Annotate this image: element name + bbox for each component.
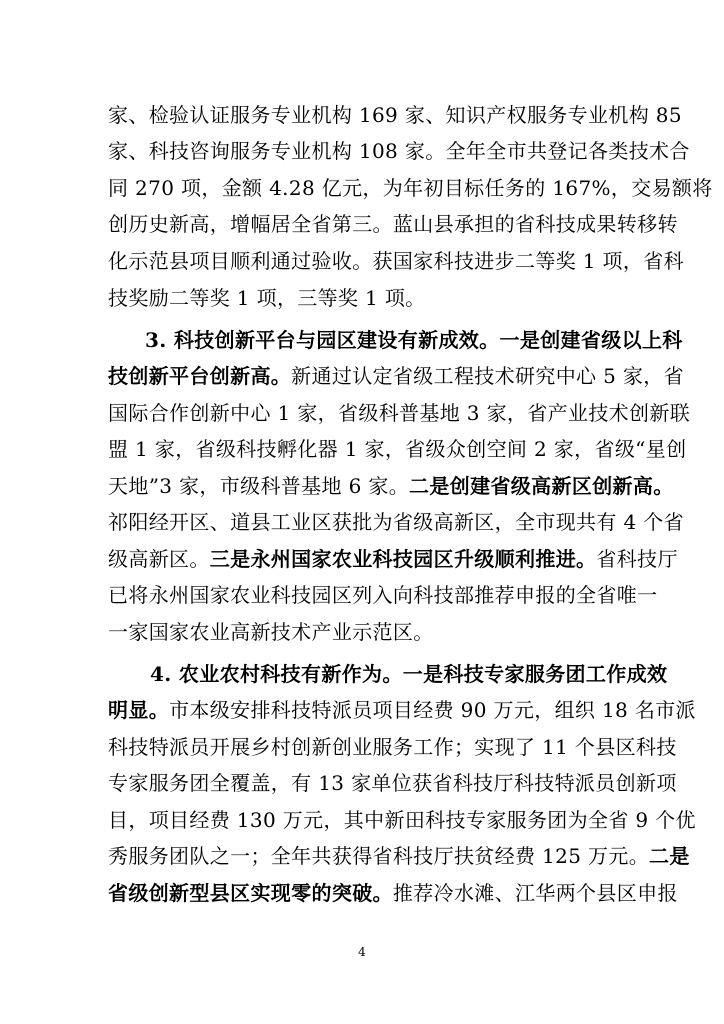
body-line-14 [108, 578, 658, 612]
text-run: 天地”3 家，市级科普基地 6 家。 [108, 474, 410, 498]
body-line-18 [108, 730, 677, 764]
text-run: 一家国家农业高新技术产业示范区。 [108, 620, 434, 644]
bold-text-run: 明显。 [108, 698, 170, 722]
body-line-19 [108, 766, 677, 800]
body-line-17 [108, 693, 696, 727]
text-run: 国际合作创新中心 1 家，省级科普基地 3 家，省产业技术创新联 [108, 401, 691, 425]
text-run: 推荐冷水滩、江华两个县区申报 [392, 881, 678, 905]
body-line-5 [108, 244, 684, 278]
bold-text-run: 三是永州国家农业科技园区升级顺利推进。 [209, 547, 597, 571]
body-line-6 [108, 281, 638, 315]
text-run: 创历史新高，增幅居全省第三。蓝山县承担的省科技成果转移转 [108, 212, 678, 236]
text-run: 新通过认定省级工程技术研究中心 5 家，省 [291, 364, 684, 388]
body-line-4 [108, 207, 678, 241]
text-run: 同 270 项，金额 4.28 亿元，为年初目标任务的 167%，交易额将 [108, 176, 713, 200]
bold-text-run: 3. 科技创新平台与园区建设有新成效。一是创建省级以上科 [145, 328, 683, 352]
section-heading-4 [150, 657, 668, 691]
bold-text-run: 二是 [649, 844, 690, 868]
text-run: 科技特派员开展乡村创新创业服务工作；实现了 11 个县区科技 [108, 735, 677, 759]
text-run: 盟 1 家，省级科技孵化器 1 家，省级众创空间 2 家，省级“星创 [108, 437, 687, 461]
body-line-2 [108, 134, 690, 168]
text-run: 祁阳经开区、道县工业区获批为省级高新区，全市现共有 4 个省 [108, 510, 684, 534]
body-line-12 [108, 505, 684, 539]
section-heading-3 [145, 323, 683, 357]
text-run: 省科技厅 [596, 547, 678, 571]
text-run: 技奖励二等奖 1 项，三等奖 1 项。 [108, 286, 426, 310]
bold-text-run: 省级创新型县区实现零的突破。 [108, 881, 393, 905]
text-run: 市本级安排科技特派员项目经费 90 万元，组织 18 名市派 [169, 698, 696, 722]
body-line-3 [108, 171, 713, 205]
text-run: 级高新区。 [108, 547, 210, 571]
body-line-1 [108, 98, 682, 132]
body-line-22 [108, 876, 678, 910]
text-run: 家、科技咨询服务专业机构 108 家。全年全市共登记各类技术合 [108, 139, 690, 163]
body-line-20 [108, 803, 696, 837]
text-run: 已将永州国家农业科技园区列入向科技部推荐申报的全省唯一 [108, 583, 658, 607]
page-number: 4 [358, 945, 366, 959]
body-line-15 [108, 615, 638, 649]
body-line-8 [108, 359, 684, 393]
body-line-21 [108, 839, 690, 873]
bold-text-run: 技创新平台创新高。 [108, 364, 292, 388]
bold-text-run: 4. 农业农村科技有新作为。一是科技专家服务团工作成效 [150, 662, 668, 686]
text-run: 家、检验认证服务专业机构 169 家、知识产权服务专业机构 85 [108, 103, 682, 127]
body-line-13 [108, 542, 678, 576]
body-line-9 [108, 396, 691, 430]
text-run: 化示范县项目顺利通过验收。获国家科技进步二等奖 1 项，省科 [108, 249, 684, 273]
text-run: 目，项目经费 130 万元，其中新田科技专家服务团为全省 9 个优 [108, 808, 696, 832]
body-line-10 [108, 432, 687, 466]
text-run: 专家服务团全覆盖，有 13 家单位获省科技厅科技特派员创新项 [108, 771, 677, 795]
bold-text-run: 二是创建省级高新区创新高。 [409, 474, 674, 498]
body-line-11 [108, 469, 674, 503]
text-run: 秀服务团队之一；全年共获得省科技厅扶贫经费 125 万元。 [108, 844, 650, 868]
